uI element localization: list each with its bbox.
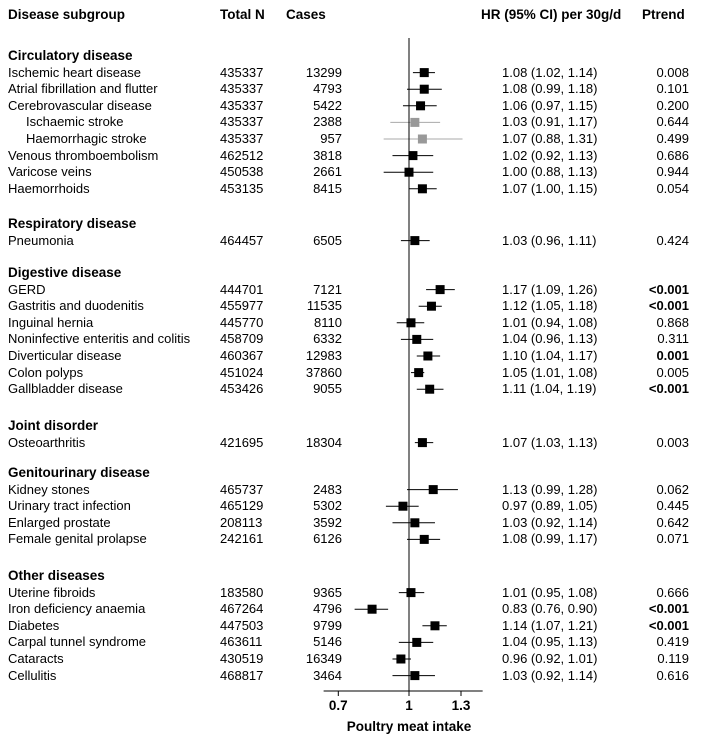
row-ptrend: 0.071 xyxy=(656,531,689,547)
row-label: Pneumonia xyxy=(8,232,74,248)
point-marker xyxy=(420,68,429,77)
row-ptrend: 0.101 xyxy=(656,81,689,97)
row-cases: 37860 xyxy=(305,364,342,380)
row-label: Diabetes xyxy=(8,617,60,633)
point-marker xyxy=(410,518,419,527)
point-marker xyxy=(418,135,427,144)
row-total-n: 468817 xyxy=(220,667,264,683)
row-label: Urinary tract infection xyxy=(8,498,131,514)
row-label: Uterine fibroids xyxy=(8,584,96,600)
point-marker xyxy=(420,85,429,94)
row-cases: 4793 xyxy=(313,81,342,97)
row-hr-ci: 1.17 (1.09, 1.26) xyxy=(502,281,598,297)
group-heading-label: Other diseases xyxy=(8,568,105,583)
row-total-n: 453426 xyxy=(220,381,264,397)
row-ptrend: 0.644 xyxy=(656,114,689,130)
row-total-n: 455977 xyxy=(220,298,264,314)
row-label: GERD xyxy=(8,281,46,297)
row-cases: 18304 xyxy=(305,434,342,450)
row-ptrend: 0.424 xyxy=(656,232,689,248)
row-total-n: 444701 xyxy=(220,281,264,297)
row-total-n: 430519 xyxy=(220,651,264,666)
row-label: Gallbladder disease xyxy=(8,381,123,397)
row-ptrend: 0.666 xyxy=(656,584,689,600)
row-total-n: 453135 xyxy=(220,180,264,196)
row-hr-ci: 1.04 (0.95, 1.13) xyxy=(502,634,598,650)
row-cases: 6126 xyxy=(313,531,342,547)
row-hr-ci: 1.01 (0.94, 1.08) xyxy=(502,314,598,330)
x-tick-label: 0.7 xyxy=(328,698,348,713)
row-cases: 2661 xyxy=(313,164,342,180)
row-hr-ci: 1.06 (0.97, 1.15) xyxy=(502,97,598,113)
row-total-n: 435337 xyxy=(220,114,264,130)
row-total-n: 467264 xyxy=(220,601,264,617)
point-marker xyxy=(418,438,427,447)
row-ptrend: <0.001 xyxy=(648,281,689,297)
row-hr-ci: 1.12 (1.05, 1.18) xyxy=(502,298,598,314)
row-ptrend: 0.499 xyxy=(656,131,689,146)
row-label: Enlarged prostate xyxy=(8,514,111,530)
row-cases: 8110 xyxy=(314,314,342,330)
header-cases: Cases xyxy=(286,7,326,22)
row-ptrend: 0.642 xyxy=(656,514,689,530)
row-cases: 5422 xyxy=(313,97,342,113)
row-total-n: 465737 xyxy=(220,481,264,497)
row-label: Kidney stones xyxy=(8,481,90,497)
point-marker xyxy=(410,671,419,680)
point-marker xyxy=(412,335,421,344)
row-hr-ci: 1.07 (1.03, 1.13) xyxy=(502,434,598,450)
row-cases: 3464 xyxy=(313,667,342,683)
row-ptrend: 0.419 xyxy=(656,634,689,650)
row-total-n: 183580 xyxy=(220,584,264,600)
header-hr-ci: HR (95% CI) per 30g/d xyxy=(481,7,622,22)
row-label: Colon polyps xyxy=(8,364,84,380)
row-label: Varicose veins xyxy=(8,164,92,180)
header-ptrend: Ptrend xyxy=(642,7,685,22)
row-total-n: 463611 xyxy=(220,634,263,650)
row-label: Cataracts xyxy=(8,651,64,666)
point-marker xyxy=(414,368,423,377)
row-hr-ci: 1.10 (1.04, 1.17) xyxy=(502,348,598,363)
row-ptrend: 0.616 xyxy=(656,667,689,683)
row-hr-ci: 1.13 (0.99, 1.28) xyxy=(502,481,598,497)
row-ptrend: 0.944 xyxy=(656,164,689,180)
row-cases: 11535 xyxy=(306,298,342,314)
row-ptrend: <0.001 xyxy=(648,601,689,617)
x-axis-label: Poultry meat intake xyxy=(346,719,472,734)
row-label: Ischaemic stroke xyxy=(26,114,124,130)
row-hr-ci: 1.05 (1.01, 1.08) xyxy=(502,364,598,380)
row-cases: 4796 xyxy=(313,601,342,617)
point-marker xyxy=(429,485,438,494)
row-cases: 6505 xyxy=(313,232,342,248)
row-total-n: 445770 xyxy=(220,314,264,330)
row-cases: 2388 xyxy=(313,114,342,130)
row-total-n: 421695 xyxy=(220,434,264,450)
row-cases: 9799 xyxy=(313,617,342,633)
row-cases: 5146 xyxy=(313,634,342,650)
point-marker xyxy=(416,101,425,110)
row-cases: 2483 xyxy=(313,481,342,497)
row-hr-ci: 1.08 (1.02, 1.14) xyxy=(502,64,598,80)
group-heading-label: Circulatory disease xyxy=(8,48,133,63)
row-total-n: 208113 xyxy=(220,514,263,530)
row-ptrend: 0.119 xyxy=(657,651,689,666)
row-total-n: 460367 xyxy=(220,348,264,363)
row-total-n: 458709 xyxy=(220,331,264,347)
row-label: Diverticular disease xyxy=(8,348,122,363)
row-cases: 7121 xyxy=(313,281,342,297)
row-cases: 3592 xyxy=(313,514,342,530)
row-hr-ci: 1.07 (1.00, 1.15) xyxy=(502,180,598,196)
x-tick-label: 1 xyxy=(405,698,413,713)
row-label: Carpal tunnel syndrome xyxy=(8,634,147,650)
row-hr-ci: 1.00 (0.88, 1.13) xyxy=(502,164,598,180)
row-cases: 8415 xyxy=(313,180,342,196)
point-marker xyxy=(410,236,419,245)
row-ptrend: 0.868 xyxy=(656,314,689,330)
row-ptrend: 0.062 xyxy=(656,481,689,497)
row-ptrend: 0.445 xyxy=(656,498,689,514)
row-hr-ci: 1.03 (0.96, 1.11) xyxy=(502,232,597,248)
header-total-n: Total N xyxy=(220,7,265,22)
row-total-n: 462512 xyxy=(220,147,264,163)
point-marker xyxy=(406,318,415,327)
row-hr-ci: 1.03 (0.92, 1.14) xyxy=(502,514,598,530)
row-hr-ci: 0.96 (0.92, 1.01) xyxy=(502,651,598,666)
row-ptrend: <0.001 xyxy=(648,381,689,397)
point-marker xyxy=(410,118,419,127)
row-ptrend: 0.008 xyxy=(656,64,689,80)
header-subgroup: Disease subgroup xyxy=(8,7,126,22)
row-cases: 12983 xyxy=(305,348,342,363)
row-cases: 5302 xyxy=(313,498,342,514)
row-ptrend: 0.311 xyxy=(657,331,689,347)
row-label: Osteoarthritis xyxy=(8,434,86,450)
point-marker xyxy=(427,302,436,311)
row-ptrend: 0.200 xyxy=(656,97,689,113)
row-total-n: 451024 xyxy=(220,364,264,380)
row-label: Female genital prolapse xyxy=(8,531,147,547)
point-marker xyxy=(406,588,415,597)
row-ptrend: <0.001 xyxy=(648,617,689,633)
row-hr-ci: 1.11 (1.04, 1.19) xyxy=(502,381,597,397)
row-cases: 13299 xyxy=(305,64,342,80)
row-total-n: 465129 xyxy=(220,498,264,514)
row-cases: 957 xyxy=(320,131,342,146)
row-hr-ci: 1.01 (0.95, 1.08) xyxy=(502,584,598,600)
row-hr-ci: 1.07 (0.88, 1.31) xyxy=(502,131,598,146)
row-label: Cellulitis xyxy=(8,667,57,683)
row-total-n: 242161 xyxy=(220,531,264,547)
row-hr-ci: 1.03 (0.92, 1.14) xyxy=(502,667,598,683)
row-cases: 9055 xyxy=(313,381,342,397)
point-marker xyxy=(396,655,405,664)
point-marker xyxy=(418,184,427,193)
point-marker xyxy=(423,352,432,361)
group-heading-label: Digestive disease xyxy=(8,265,122,280)
row-label: Atrial fibrillation and flutter xyxy=(8,81,158,97)
row-total-n: 450538 xyxy=(220,164,264,180)
point-marker xyxy=(436,285,445,294)
row-cases: 9365 xyxy=(313,584,342,600)
row-label: Noninfective enteritis and colitis xyxy=(8,331,191,347)
point-marker xyxy=(430,621,439,630)
row-total-n: 464457 xyxy=(220,232,264,248)
point-marker xyxy=(408,151,417,160)
row-cases: 16349 xyxy=(305,651,342,666)
group-heading-label: Respiratory disease xyxy=(8,216,137,231)
row-ptrend: 0.001 xyxy=(656,348,689,363)
row-cases: 3818 xyxy=(313,147,342,163)
row-cases: 6332 xyxy=(313,331,342,347)
row-total-n: 435337 xyxy=(220,81,264,97)
row-label: Inguinal hernia xyxy=(8,314,94,330)
row-hr-ci: 1.02 (0.92, 1.13) xyxy=(502,147,598,163)
group-heading-label: Joint disorder xyxy=(8,418,99,433)
row-hr-ci: 1.08 (0.99, 1.17) xyxy=(502,531,598,547)
row-label: Gastritis and duodenitis xyxy=(8,298,144,314)
row-hr-ci: 1.08 (0.99, 1.18) xyxy=(502,81,598,97)
row-ptrend: 0.054 xyxy=(656,180,689,196)
row-ptrend: <0.001 xyxy=(648,298,689,314)
row-total-n: 435337 xyxy=(220,64,264,80)
row-ptrend: 0.005 xyxy=(656,364,689,380)
group-heading-label: Genitourinary disease xyxy=(8,465,150,480)
row-hr-ci: 1.14 (1.07, 1.21) xyxy=(502,617,598,633)
x-tick-label: 1.3 xyxy=(451,698,471,713)
row-label: Iron deficiency anaemia xyxy=(8,601,146,617)
row-total-n: 447503 xyxy=(220,617,264,633)
row-hr-ci: 0.83 (0.76, 0.90) xyxy=(502,601,598,617)
point-marker xyxy=(420,535,429,544)
row-ptrend: 0.003 xyxy=(656,434,689,450)
row-label: Ischemic heart disease xyxy=(8,64,141,80)
point-marker xyxy=(368,605,377,614)
row-hr-ci: 1.04 (0.96, 1.13) xyxy=(502,331,598,347)
row-label: Venous thromboembolism xyxy=(8,147,159,163)
row-hr-ci: 1.03 (0.91, 1.17) xyxy=(502,114,598,130)
point-marker xyxy=(398,502,407,511)
row-label: Cerebrovascular disease xyxy=(8,97,152,113)
row-label: Haemorrhoids xyxy=(8,180,90,196)
row-hr-ci: 0.97 (0.89, 1.05) xyxy=(502,498,598,514)
row-ptrend: 0.686 xyxy=(656,147,689,163)
point-marker xyxy=(425,385,434,394)
row-label: Haemorrhagic stroke xyxy=(26,131,147,146)
point-marker xyxy=(412,638,421,647)
row-total-n: 435337 xyxy=(220,131,264,146)
row-total-n: 435337 xyxy=(220,97,264,113)
